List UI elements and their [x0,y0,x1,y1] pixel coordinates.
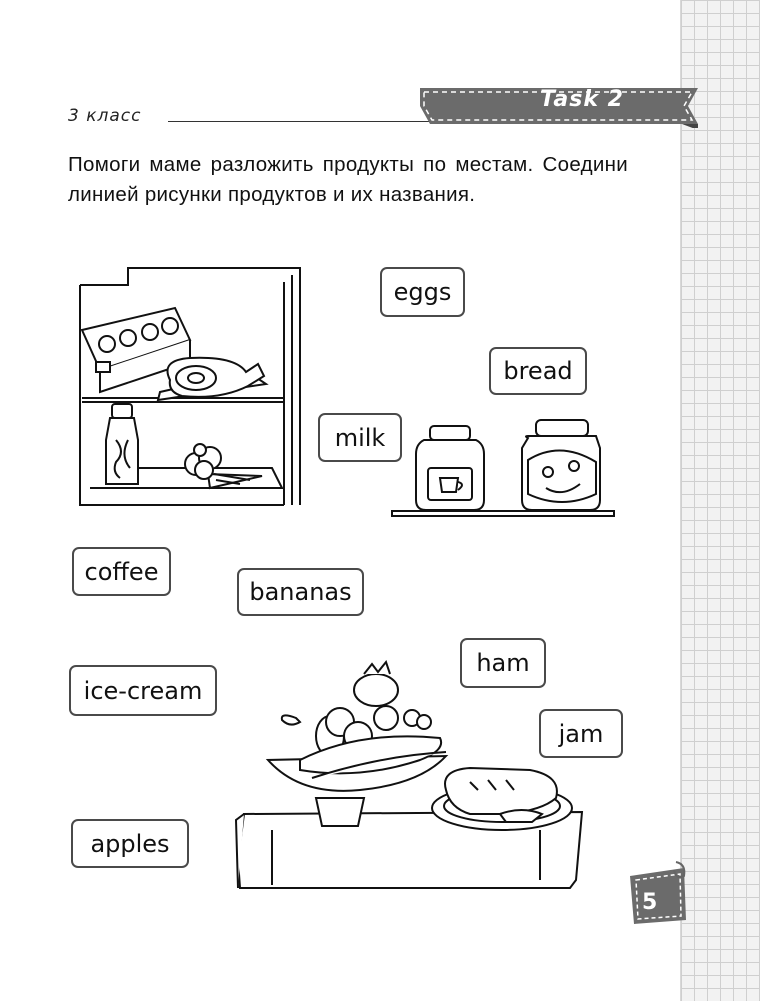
milk-bottle-icon [106,404,138,484]
word-coffee[interactable]: coffee [72,547,171,596]
word-bananas[interactable]: bananas [237,568,364,616]
bread-plate-icon [432,768,572,830]
jam-jar-icon [522,420,600,510]
word-eggs[interactable]: eggs [380,267,465,317]
pantry-shelf [392,511,614,516]
word-milk[interactable]: milk [318,413,402,462]
coffee-jar-icon [416,426,484,510]
fruit-bowl-icon [268,662,446,826]
grade-label: 3 класс [68,106,142,126]
word-bread[interactable]: bread [489,347,587,395]
task-title: Task 2 [540,87,624,112]
page-number: 5 [642,890,658,915]
ham-icon [158,358,266,400]
word-ham[interactable]: ham [460,638,546,688]
word-apples[interactable]: apples [71,819,189,868]
word-ice-cream[interactable]: ice-cream [69,665,217,716]
ice-cream-icon [185,444,262,488]
page-badge [630,862,686,924]
instruction-text: Помоги маме разложить продукты по местам. Соедини линией рисунки продуктов и их названия. [68,153,628,206]
word-jam[interactable]: jam [539,709,623,758]
